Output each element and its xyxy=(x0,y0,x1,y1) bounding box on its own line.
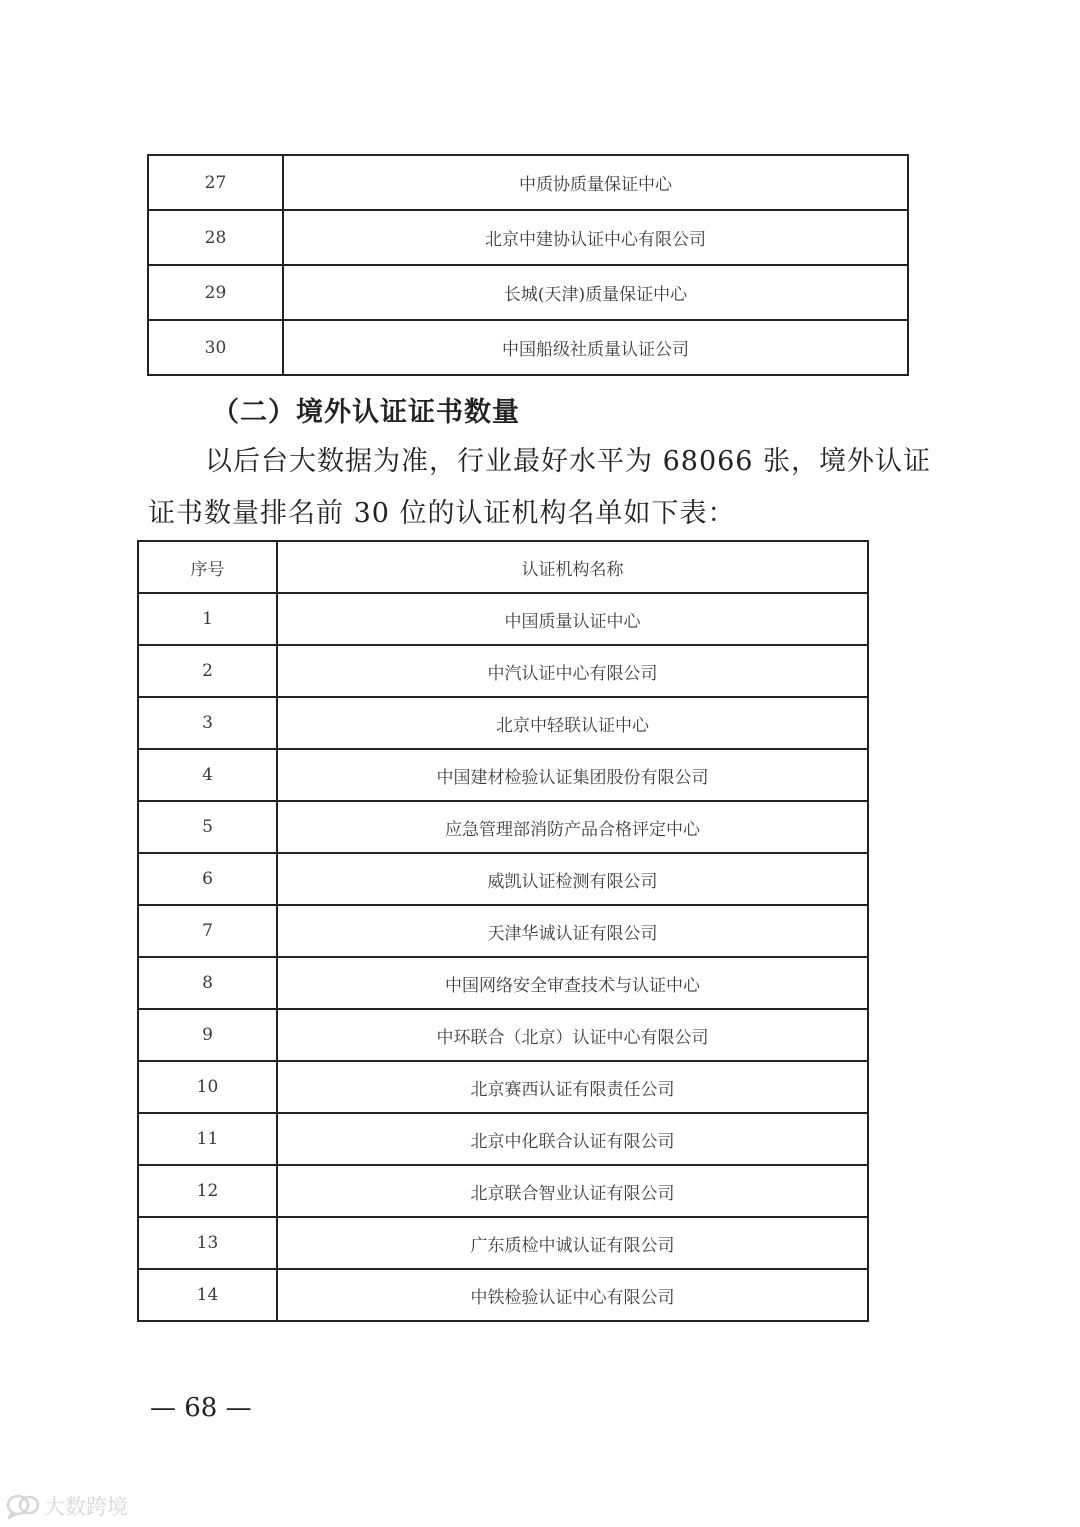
row-number: 7 xyxy=(138,905,277,957)
column-header-number: 序号 xyxy=(138,541,277,593)
row-number: 8 xyxy=(138,957,277,1009)
top-table xyxy=(147,154,909,376)
table-row xyxy=(148,155,908,210)
row-number: 28 xyxy=(148,210,283,265)
table-row xyxy=(138,1165,868,1217)
row-number: 1 xyxy=(138,593,277,645)
table-row xyxy=(138,1269,868,1321)
institution-name: 长城(天津)质量保证中心 xyxy=(283,265,908,320)
institution-name: 中国网络安全审查技术与认证中心 xyxy=(277,957,868,1009)
table-row xyxy=(138,1009,868,1061)
row-number: 30 xyxy=(148,320,283,375)
institution-name: 天津华诚认证有限公司 xyxy=(277,905,868,957)
table-row xyxy=(138,1113,868,1165)
institution-name: 中国建材检验认证集团股份有限公司 xyxy=(277,749,868,801)
table-header-row xyxy=(138,541,868,593)
institution-name: 北京中轻联认证中心 xyxy=(277,697,868,749)
institution-name: 中质协质量保证中心 xyxy=(283,155,908,210)
watermark-text: 大数跨境 xyxy=(44,1495,128,1519)
row-number: 13 xyxy=(138,1217,277,1269)
table-row xyxy=(148,210,908,265)
row-number: 11 xyxy=(138,1113,277,1165)
table-row xyxy=(138,1061,868,1113)
row-number: 2 xyxy=(138,645,277,697)
row-number: 27 xyxy=(148,155,283,210)
section-heading: （二）境外认证证书数量 xyxy=(212,397,520,428)
institution-table xyxy=(137,540,869,1322)
table-row xyxy=(138,801,868,853)
page-number: — 68 — xyxy=(150,1393,252,1423)
institution-name: 中环联合（北京）认证中心有限公司 xyxy=(277,1009,868,1061)
institution-name: 广东质检中诚认证有限公司 xyxy=(277,1217,868,1269)
institution-name: 应急管理部消防产品合格评定中心 xyxy=(277,801,868,853)
row-number: 12 xyxy=(138,1165,277,1217)
table-row xyxy=(138,697,868,749)
section-paragraph: 以后台大数据为准，行业最好水平为 68066 张，境外认证证书数量排名前 30 位的认证机构名单如下表： xyxy=(148,446,932,529)
column-header-name: 认证机构名称 xyxy=(277,541,868,593)
watermark xyxy=(6,1491,128,1521)
institution-name: 中国船级社质量认证公司 xyxy=(283,320,908,375)
institution-name: 北京赛西认证有限责任公司 xyxy=(277,1061,868,1113)
institution-name: 北京中化联合认证有限公司 xyxy=(277,1113,868,1165)
row-number: 6 xyxy=(138,853,277,905)
chat-bubble-logo-icon xyxy=(6,1493,40,1519)
institution-name: 中国质量认证中心 xyxy=(277,593,868,645)
table-row xyxy=(138,749,868,801)
institution-name: 威凯认证检测有限公司 xyxy=(277,853,868,905)
row-number: 29 xyxy=(148,265,283,320)
institution-name: 北京中建协认证中心有限公司 xyxy=(283,210,908,265)
table-row xyxy=(138,905,868,957)
table-row xyxy=(148,265,908,320)
row-number: 9 xyxy=(138,1009,277,1061)
row-number: 10 xyxy=(138,1061,277,1113)
table-row xyxy=(138,645,868,697)
institution-name: 中铁检验认证中心有限公司 xyxy=(277,1269,868,1321)
row-number: 3 xyxy=(138,697,277,749)
row-number: 4 xyxy=(138,749,277,801)
table-row xyxy=(138,957,868,1009)
table-row xyxy=(148,320,908,375)
institution-name: 中汽认证中心有限公司 xyxy=(277,645,868,697)
table-row xyxy=(138,853,868,905)
row-number: 5 xyxy=(138,801,277,853)
table-row xyxy=(138,1217,868,1269)
row-number: 14 xyxy=(138,1269,277,1321)
table-row xyxy=(138,593,868,645)
institution-name: 北京联合智业认证有限公司 xyxy=(277,1165,868,1217)
